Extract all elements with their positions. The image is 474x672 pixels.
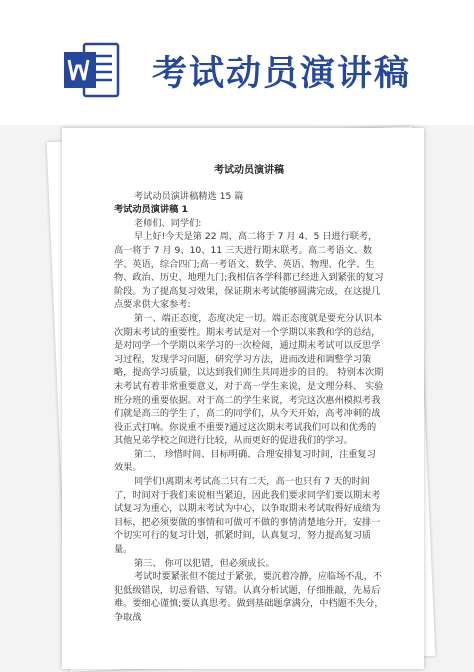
paragraph: 第一、端正态度，态度决定一切。端正态度就是要充分认识本次期末考试的重要性。期末考试是对一个学期以来教和学的总结，是对同学一个学期以来学习的一次检阅，通过期末考试可以反思学习过程，发现学习问题，研究学习方法，进而改进和调整学习策略，提高学习质量，以达到我们师生共同进步的目的。 特别本次期末考试有着非常重要意义，对于高一学生来说，是文理分科、 实验班分班的重要依据。对于高二的学生来说，考完这次惠州模拟考我们就是高三的学生了，高二的同学们，从今天开始，高考冲刺的战役正式打响。你说重不重要?通过这次期末考试我们可以和优秀的其他兄弟学校之间进行比较，从而更好的促进我们的学习。 (114, 312, 384, 447)
header-banner (0, 0, 474, 125)
paragraph: 早上好!今天是第 22 周，高二将于 7 月 4、5 日进行联考，高一将于 7 月 9、10、11 三天进行期末联考。高二考语文、数学、英语，综合四门;高一考语文、数学、英语、物理、化学、生物、政治、历史、地理九门;我相信各学科都已经进入到紧张的复习阶段。为了提高复习效果，保证期末考试能够圆满完成，在这提几点要求供大家参考: (114, 231, 384, 311)
document-page (62, 128, 424, 669)
paragraph: 同学们!离期末考试高二只有二天，高一也只有 7 天的时间了，时间对于我们来说相当紧迫，因此我们要求同学们要以期末考试复习为重心，以期末考试为中心，以争取期末考试取得好成绩为目标，把必须要做的事情和可做可不做的事情清楚地分开，安排一个切实可行的复习计划，抓紧时间，认真复习，努力提高复习质量。 (114, 476, 381, 556)
paragraph: 老师们、同学们: (134, 217, 202, 229)
paragraph: 第三、 你可以犯错，但必须成长。 (134, 557, 275, 569)
section-title: 考试动员演讲稿 1 (114, 204, 188, 216)
paragraph: 第二、 珍惜时间、目标明确、合理安排复习时间，注重复习效果。 (114, 448, 376, 474)
document-title: 考试动员演讲稿 (214, 165, 284, 176)
paragraph: 考试时要紧张但不能过于紧张，要沉着冷静，应临场不乱，不犯低级错误，切忌看错、写错。认真分析试题，仔细推敲，先易后难。要细心谨慎;要认真思考。做到基础题拿满分，中档题不失分，争取战 (114, 571, 384, 623)
page-heading: 考试动员演讲稿 (152, 54, 412, 94)
document-subtitle: 考试动员演讲稿精选 15 篇 (134, 190, 244, 202)
document-body (114, 164, 384, 625)
word-icon (62, 40, 122, 100)
